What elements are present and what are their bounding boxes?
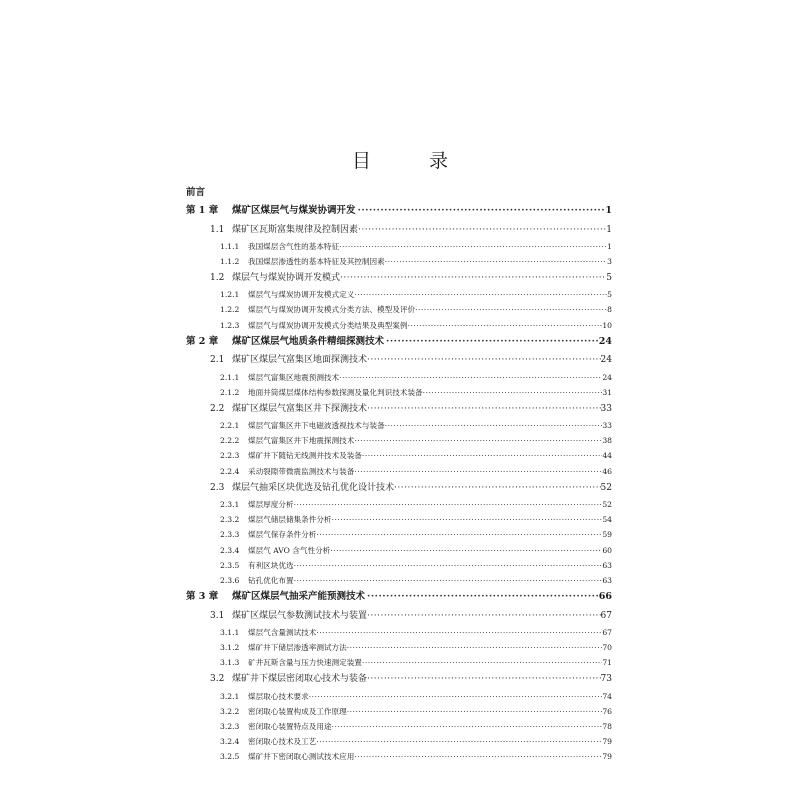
toc-entry-page: 71 — [602, 658, 612, 668]
toc-entry-title: 我国煤层含气性的基本特征 — [248, 241, 340, 251]
toc-entry-title: 煤层气与煤炭协调开发模式分类方法、模型及评价 — [248, 305, 416, 315]
toc-leader-dots — [294, 497, 603, 512]
toc-entry-page: 52 — [600, 482, 612, 493]
toc-leader-dots — [347, 640, 603, 655]
toc-section[interactable] — [186, 221, 612, 239]
toc-leader-dots — [354, 749, 602, 764]
toc-entry-page: 76 — [602, 706, 612, 716]
toc-leader-dots — [309, 689, 603, 704]
toc-entry-number: 1.2.1 — [220, 290, 240, 300]
toc-entry-number: 3.2.1 — [220, 691, 240, 701]
toc-entry-number: 第 1 章 — [186, 205, 219, 216]
table-of-contents — [186, 184, 612, 765]
toc-section[interactable] — [186, 400, 612, 418]
toc-entry-number: 1.2 — [210, 273, 225, 284]
toc-subsection[interactable] — [186, 464, 612, 479]
toc-entry-number: 2.2 — [210, 403, 225, 414]
toc-entry-page: 52 — [602, 500, 612, 509]
toc-entry-page: 79 — [602, 737, 612, 747]
toc-entry-number: 第 2 章 — [186, 335, 219, 347]
toc-entry-page: 33 — [600, 403, 612, 414]
toc-subsection[interactable] — [186, 448, 612, 463]
toc-subsection[interactable] — [186, 254, 612, 269]
toc-leader-dots — [347, 704, 603, 719]
toc-entry-page: 70 — [602, 643, 612, 652]
toc-entry-title: 煤矿区煤层气参数测试技术与装置 — [232, 610, 368, 621]
toc-section[interactable] — [186, 607, 612, 625]
toc-subsection[interactable] — [186, 385, 612, 400]
toc-entry-title: 煤矿井下煤层密闭取心技术与装备 — [232, 674, 368, 685]
toc-subsection[interactable] — [186, 318, 612, 333]
toc-subsection[interactable] — [186, 287, 612, 302]
toc-preface[interactable]: 前言 — [186, 187, 206, 198]
toc-leader-dots — [354, 464, 602, 479]
toc-subsection[interactable] — [186, 418, 612, 433]
toc-entry-page: 33 — [602, 421, 612, 431]
toc-entry-page: 67 — [602, 627, 612, 637]
toc-entry-title: 煤层气储层储集条件分析 — [248, 515, 332, 525]
toc-entry-title: 煤层气含量测试技术 — [248, 627, 317, 637]
toc-entry-title: 煤层气与煤炭协调开发模式 — [232, 273, 341, 284]
toc-entry-title: 密闭取心装置构成及工作原理 — [248, 706, 347, 716]
toc-subsection[interactable] — [186, 719, 612, 734]
toc-entry-page: 24 — [602, 372, 612, 382]
toc-entry-title: 煤矿井下随钻无线测井技术及装备 — [248, 451, 362, 461]
toc-entry-page: 73 — [600, 674, 612, 685]
toc-entry-page: 67 — [600, 610, 612, 621]
toc-entry-page: 60 — [602, 545, 612, 555]
toc-leader-dots — [367, 351, 601, 369]
toc-entry-page: 24 — [600, 355, 612, 366]
toc-subsection[interactable] — [186, 573, 612, 588]
toc-entry-number: 3.1.2 — [220, 643, 240, 652]
toc-leader-dots — [385, 418, 603, 433]
toc-leader-dots — [332, 512, 603, 527]
toc-entry-title: 煤层取心技术要求 — [248, 691, 309, 701]
toc-leader-dots — [362, 448, 602, 463]
toc-entry-number: 1.2.2 — [220, 305, 240, 315]
toc-leader-dots — [294, 573, 603, 588]
toc-entry-number: 2.2.3 — [220, 451, 240, 461]
toc-entry-page: 63 — [602, 560, 612, 570]
toc-entry-number: 第 3 章 — [186, 591, 219, 603]
toc-entry-title: 煤矿区瓦斯富集规律及控制因素 — [232, 224, 359, 235]
toc-entry-title: 煤层厚度分析 — [248, 500, 294, 509]
toc-entry-title: 煤层气富集区井下地震探测技术 — [248, 436, 355, 446]
toc-entry-title: 密闭取心技术及工艺 — [248, 737, 317, 747]
toc-entry-number: 2.3.1 — [220, 500, 240, 509]
toc-entry-page: 46 — [602, 466, 612, 476]
toc-entry-number: 2.2.2 — [220, 436, 240, 446]
toc-entry-page: 31 — [602, 387, 612, 397]
toc-entry-page: 66 — [598, 591, 612, 603]
toc-entry-number: 2.2.4 — [220, 466, 240, 476]
toc-leader-dots — [339, 370, 602, 385]
toc-entry-number: 2.1.2 — [220, 387, 240, 397]
toc-entry-title: 矿井瓦斯含量与压力快速测定装置 — [248, 658, 362, 668]
toc-leader-dots — [340, 269, 606, 287]
toc-entry-page: 78 — [602, 721, 612, 731]
toc-entry-page: 38 — [602, 436, 612, 446]
toc-entry-page: 3 — [607, 256, 612, 266]
toc-entry-title: 煤层气抽采区块优选及钻孔优化设计技术 — [232, 482, 395, 493]
toc-entry-number: 1.1 — [210, 224, 225, 235]
toc-subsection[interactable] — [186, 370, 612, 385]
toc-leader-dots — [316, 734, 602, 749]
toc-entry-title: 煤矿井下储层渗透率测试方法 — [248, 643, 347, 652]
toc-subsection[interactable] — [186, 704, 612, 719]
toc-leader-dots — [423, 385, 603, 400]
toc-subsection[interactable] — [186, 527, 612, 542]
toc-subsection[interactable] — [186, 558, 612, 573]
toc-chapter[interactable] — [186, 202, 612, 221]
toc-entry-number: 2.3.2 — [220, 515, 240, 525]
toc-entry-page: 1 — [606, 224, 612, 235]
toc-entry-number: 2.1 — [210, 355, 225, 366]
toc-section[interactable] — [186, 670, 612, 688]
toc-entry-title: 采动裂隙带微震监测技术与装备 — [248, 466, 355, 476]
toc-entry-page: 5 — [607, 290, 612, 300]
toc-entry-number: 3.1.3 — [220, 658, 240, 668]
toc-leader-dots — [367, 607, 601, 625]
toc-leader-dots — [354, 433, 602, 448]
toc-entry-page: 79 — [602, 752, 612, 762]
toc-entry-page: 59 — [602, 530, 612, 540]
toc-entry-page: 8 — [607, 305, 612, 315]
toc-entry-page: 63 — [602, 575, 612, 585]
toc-leader-dots — [367, 400, 601, 418]
toc-subsection[interactable] — [186, 239, 612, 254]
toc-entry-title: 煤矿区煤层气抽采产能预测技术 — [232, 591, 366, 603]
toc-entry-number: 2.2.1 — [220, 421, 240, 431]
toc-leader-dots — [415, 302, 607, 317]
toc-entry-title: 煤层气富集区井下电磁波透视技术与装备 — [248, 421, 385, 431]
toc-leader-dots — [294, 558, 603, 573]
toc-entry-title: 煤层气与煤炭协调开发模式定义 — [248, 290, 355, 300]
toc-entry-title: 有利区块优选 — [248, 560, 294, 570]
toc-entry-page: 74 — [602, 691, 612, 701]
toc-subsection[interactable] — [186, 543, 612, 558]
toc-entry-page: 1 — [607, 241, 612, 251]
toc-entry-title: 煤层气 AVO 含气性分析 — [248, 545, 331, 555]
toc-entry-number: 2.3.3 — [220, 530, 240, 540]
toc-leader-dots — [367, 588, 599, 607]
toc-entry-number: 3.2 — [210, 674, 225, 685]
toc-entry-page: 1 — [605, 205, 612, 216]
toc-entry-title: 煤矿井下密闭取心测试技术应用 — [248, 752, 355, 762]
toc-subsection[interactable] — [186, 512, 612, 527]
toc-entry-number: 1.2.3 — [220, 320, 240, 330]
toc-entry-number: 3.2.2 — [220, 706, 240, 716]
toc-entry-page: 54 — [602, 515, 612, 525]
toc-entry-number: 1.1.1 — [220, 241, 240, 251]
toc-entry-title: 我国煤层渗透性的基本特征及其控制因素 — [248, 256, 385, 266]
toc-leader-dots — [358, 202, 606, 221]
toc-entry-title: 煤矿区煤层气地质条件精细探测技术 — [232, 335, 385, 347]
toc-chapter[interactable] — [186, 588, 612, 607]
toc-subsection[interactable] — [186, 640, 612, 655]
toc-leader-dots — [394, 479, 601, 497]
toc-leader-dots — [354, 287, 607, 302]
toc-entry-title: 地面井筒煤层煤体结构参数探测及量化判识技术装备 — [248, 387, 423, 397]
toc-entry-title: 煤矿区煤层气与煤炭协调开发 — [232, 205, 356, 216]
toc-subsection[interactable] — [186, 302, 612, 317]
toc-subsection[interactable] — [186, 625, 612, 640]
toc-subsection[interactable] — [186, 497, 612, 512]
toc-entry-number: 3.1 — [210, 610, 225, 621]
toc-entry-page: 24 — [598, 335, 612, 347]
toc-subsection[interactable] — [186, 433, 612, 448]
toc-entry-number: 3.1.1 — [220, 627, 240, 637]
toc-entry-title: 煤层气富集区地震预测技术 — [248, 372, 340, 382]
toc-leader-dots — [316, 625, 602, 640]
toc-entry-number: 2.3.6 — [220, 575, 240, 585]
toc-leader-dots — [385, 254, 607, 269]
toc-section[interactable] — [186, 269, 612, 287]
toc-entry-title: 煤层气保存条件分析 — [248, 530, 317, 540]
toc-entry-title: 煤矿区煤层气富集区地面探测技术 — [232, 355, 368, 366]
toc-entry-number: 2.3 — [210, 482, 225, 493]
toc-entry-number: 3.2.3 — [220, 721, 240, 731]
toc-section[interactable] — [186, 351, 612, 369]
toc-subsection[interactable] — [186, 655, 612, 670]
toc-section[interactable] — [186, 479, 612, 497]
toc-leader-dots — [330, 543, 602, 558]
toc-entry-number: 2.3.4 — [220, 545, 240, 555]
toc-entry-number: 3.2.4 — [220, 737, 240, 747]
toc-subsection[interactable] — [186, 749, 612, 764]
toc-entry-page: 5 — [606, 273, 612, 284]
page-title: 目 录 — [351, 150, 475, 172]
toc-entries — [186, 202, 612, 765]
toc-leader-dots — [407, 318, 602, 333]
toc-chapter[interactable] — [186, 333, 612, 352]
toc-leader-dots — [316, 527, 602, 542]
toc-entry-title: 煤矿区煤层气富集区井下探测技术 — [232, 403, 368, 414]
toc-entry-page: 44 — [602, 451, 612, 461]
toc-entry-number: 2.3.5 — [220, 560, 240, 570]
toc-entry-title: 钻孔优化布置 — [248, 575, 294, 585]
toc-entry-page: 10 — [602, 320, 612, 330]
toc-subsection[interactable] — [186, 689, 612, 704]
toc-leader-dots — [386, 333, 599, 352]
toc-entry-title: 煤层气与煤炭协调开发模式分类结果及典型案例 — [248, 320, 408, 330]
toc-entry-number: 1.1.2 — [220, 256, 240, 266]
toc-leader-dots — [367, 670, 601, 688]
toc-leader-dots — [362, 655, 602, 670]
toc-entry-number: 3.2.5 — [220, 752, 240, 762]
toc-leader-dots — [332, 719, 603, 734]
toc-entry-title: 密闭取心装置特点及用途 — [248, 721, 332, 731]
toc-subsection[interactable] — [186, 734, 612, 749]
toc-leader-dots — [358, 221, 606, 239]
toc-entry-number: 2.1.1 — [220, 372, 240, 382]
toc-leader-dots — [339, 239, 607, 254]
